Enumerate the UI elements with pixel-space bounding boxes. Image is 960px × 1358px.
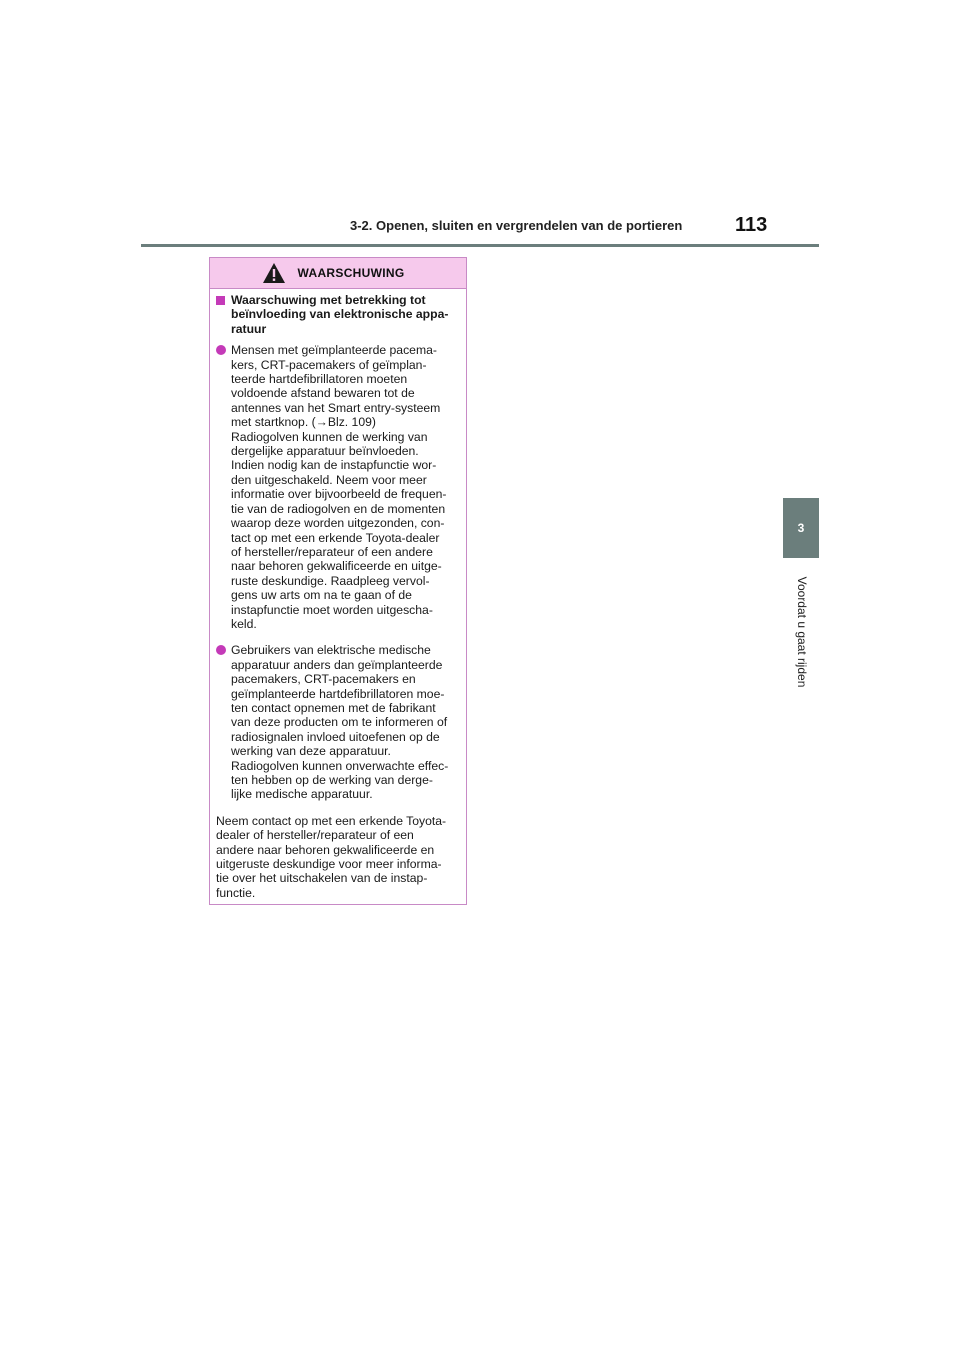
text-line: teerde hartdefibrillatoren moeten xyxy=(231,372,408,387)
text-line: tie van de radiogolven en de momenten xyxy=(231,501,446,516)
text-line: dealer of hersteller/reparateur of een xyxy=(216,828,414,843)
text-line: Neem contact op met een erkende Toyota- xyxy=(216,813,447,828)
warning-header xyxy=(210,258,466,289)
text-line: uitgeruste deskundige voor meer informa- xyxy=(216,857,442,872)
text-line: Gebruikers van elektrische medische xyxy=(231,643,431,658)
warning-body xyxy=(210,289,466,900)
text-line: ten hebben op de werking van derge- xyxy=(231,773,433,787)
header-divider xyxy=(141,244,819,247)
warning-title: WAARSCHUWING xyxy=(297,266,405,280)
text-line: Indien nodig kan de instapfunctie wor- xyxy=(231,458,437,473)
subheading-line: beïnvloeding van elektronische appa- xyxy=(231,307,449,322)
text-line: tact op met een erkende Toyota-dealer xyxy=(231,530,440,545)
text-line: geïmplanteerde hartdefibrillatoren moe- xyxy=(231,686,445,701)
section-title: 3-2. Openen, sluiten en vergrendelen van de portieren xyxy=(350,218,683,233)
text-line: ruste deskundige. Raadpleeg vervol- xyxy=(231,573,430,588)
text-line: apparatuur anders dan geïmplanteerde xyxy=(231,657,443,672)
chapter-number: 3 xyxy=(797,521,805,535)
text-line: van deze producten om te informeren of xyxy=(231,715,448,730)
text-line: instapfunctie moet worden uitgescha- xyxy=(231,602,433,617)
subheading-text xyxy=(231,293,462,336)
text-line: dergelijke apparatuur beïnvloeden. xyxy=(231,444,419,459)
warning-bullet-item xyxy=(214,343,462,631)
warning-box xyxy=(209,257,467,905)
text-line: lijke medische apparatuur. xyxy=(231,787,373,802)
circle-bullet-icon xyxy=(216,345,226,355)
text-line: keld. xyxy=(231,616,257,631)
warning-bullet-item xyxy=(214,643,462,801)
circle-bullet-icon xyxy=(216,645,226,655)
text-line: werking van deze apparatuur. xyxy=(231,744,391,759)
text-line: tie over het uitschakelen van de instap- xyxy=(216,871,428,886)
text-line: waarop deze worden uitgezonden, con- xyxy=(231,516,445,531)
text-line: andere naar behoren gekwalificeerde en xyxy=(216,842,435,857)
text-line: Mensen met geïmplanteerde pacema- xyxy=(231,343,437,358)
text-line: ten contact opnemen met de fabrikant xyxy=(231,700,436,715)
text-line: kers, CRT-pacemakers of geïmplan- xyxy=(231,357,427,372)
text-line: naar behoren gekwalificeerde en uitge- xyxy=(231,559,442,574)
text-line: pacemakers, CRT-pacemakers en xyxy=(231,672,416,687)
page-number: 113 xyxy=(735,214,768,236)
text-line: Radiogolven kunnen de werking van xyxy=(231,429,428,444)
text-line: of hersteller/reparateur of een andere xyxy=(231,544,433,559)
subheading-line: ratuur xyxy=(231,321,267,336)
square-bullet-icon xyxy=(216,296,225,305)
bullet-text xyxy=(231,343,462,631)
warning-subheading xyxy=(214,293,462,336)
text-line: functie. xyxy=(216,885,256,900)
text-line: met startknop. (→Blz. 109) xyxy=(231,415,376,430)
warning-triangle-icon xyxy=(262,262,286,284)
text-line: gens uw arts om na te gaan of de xyxy=(231,588,412,603)
text-line: voldoende afstand bewaren tot de xyxy=(231,386,415,401)
text-line: antennes van het Smart entry-systeem xyxy=(231,400,441,415)
text-line: radiosignalen invloed uitoefenen op de xyxy=(231,729,440,744)
chapter-tab xyxy=(783,498,819,558)
closing-paragraph xyxy=(214,814,462,900)
subheading-line: Waarschuwing met betrekking tot xyxy=(231,293,426,307)
text-line: den uitgeschakeld. Neem voor meer xyxy=(231,472,427,487)
text-line: Radiogolven kunnen onverwachte effec- xyxy=(231,758,449,773)
text-line: informatie over bijvoorbeeld de frequen- xyxy=(231,487,447,502)
chapter-title: Voordat u gaat rijden xyxy=(795,576,809,688)
bullet-text xyxy=(231,643,462,801)
